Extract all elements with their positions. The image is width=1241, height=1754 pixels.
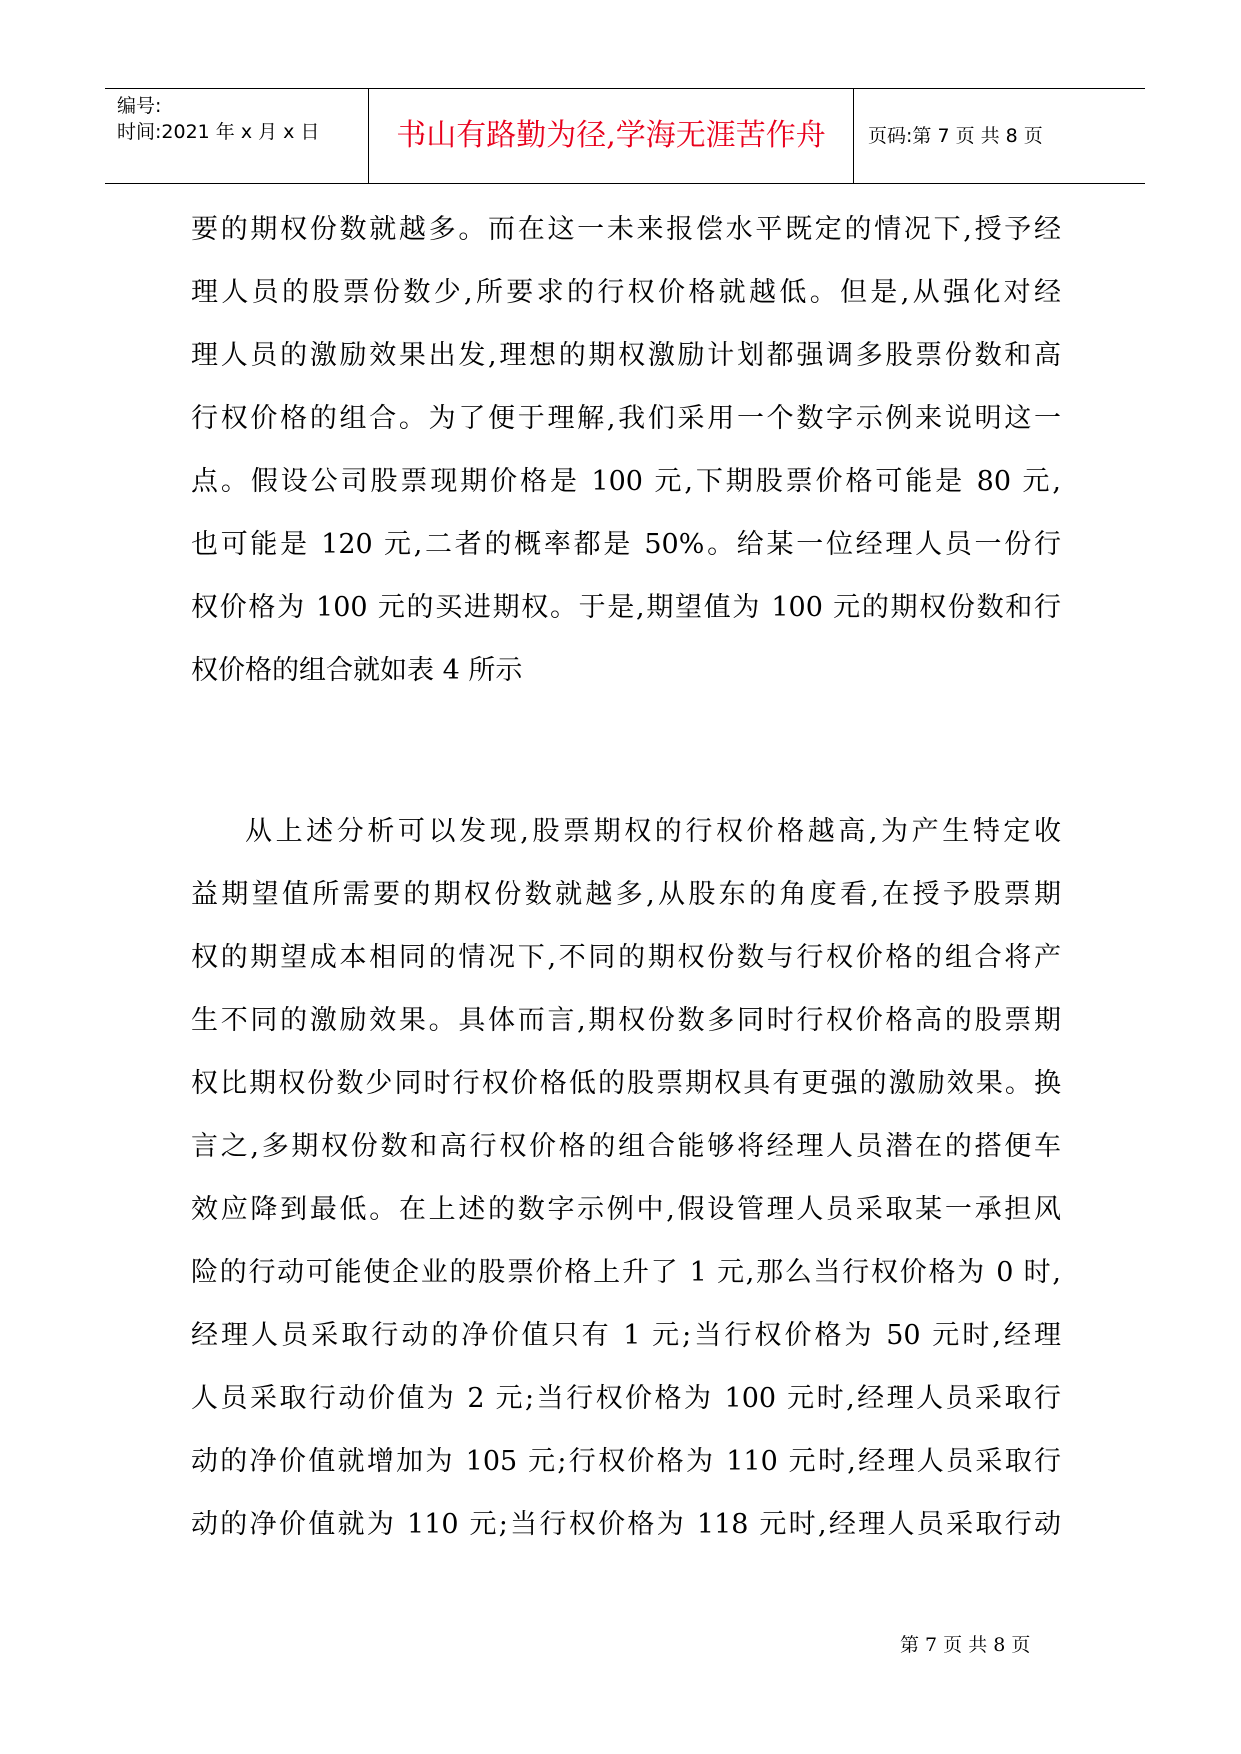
document-time-label: 时间:2021 年 x 月 x 日 (117, 121, 320, 143)
page-header (105, 88, 1145, 184)
page-footer: 第 7 页 共 8 页 (900, 1634, 1031, 1656)
text-line: 益期望值所需要的期权份数就越多,从股东的角度看,在授予股票期 (191, 879, 1061, 910)
text-line: 权价格的组合就如表 4 所示 (191, 655, 523, 686)
text-line: 动的净价值就增加为 105 元;行权价格为 110 元时,经理人员采取行 (191, 1446, 1061, 1477)
header-page-cell (854, 89, 1145, 183)
text-line: 言之,多期权份数和高行权价格的组合能够将经理人员潜在的搭便车 (191, 1131, 1061, 1162)
text-line: 生不同的激励效果。具体而言,期权份数多同时行权价格高的股票期 (191, 1005, 1061, 1036)
text-line: 行权价格的组合。为了便于理解,我们采用一个数字示例来说明这一 (191, 403, 1061, 434)
text-line: 要的期权份数就越多。而在这一未来报偿水平既定的情况下,授予经 (191, 214, 1061, 245)
text-line: 险的行动可能使企业的股票价格上升了 1 元,那么当行权价格为 0 时, (191, 1257, 1061, 1288)
header-motto: 书山有路勤为径,学海无涯苦作舟 (396, 118, 826, 153)
text-line: 效应降到最低。在上述的数字示例中,假设管理人员采取某一承担风 (191, 1194, 1061, 1225)
text-line: 权价格为 100 元的买进期权。于是,期望值为 100 元的期权份数和行 (191, 592, 1061, 623)
header-motto-cell (369, 89, 854, 183)
text-line: 点。假设公司股票现期价格是 100 元,下期股票价格可能是 80 元, (191, 466, 1061, 497)
text-line: 动的净价值就为 110 元;当行权价格为 118 元时,经理人员采取行动 (191, 1509, 1061, 1540)
text-line: 经理人员采取行动的净价值只有 1 元;当行权价格为 50 元时,经理 (191, 1320, 1061, 1351)
document-number-label: 编号: (117, 95, 162, 117)
text-line: 人员采取行动价值为 2 元;当行权价格为 100 元时,经理人员采取行 (191, 1383, 1061, 1414)
text-line: 理人员的股票份数少,所要求的行权价格就越低。但是,从强化对经 (191, 277, 1061, 308)
header-info-cell (105, 89, 369, 183)
text-line: 权的期望成本相同的情况下,不同的期权份数与行权价格的组合将产 (191, 942, 1061, 973)
paragraph-1 (191, 198, 1061, 702)
text-line: 也可能是 120 元,二者的概率都是 50%。给某一位经理人员一份行 (191, 529, 1061, 560)
paragraph-2 (191, 800, 1061, 1556)
text-line: 理人员的激励效果出发,理想的期权激励计划都强调多股票份数和高 (191, 340, 1061, 371)
text-line: 从上述分析可以发现,股票期权的行权价格越高,为产生特定收 (245, 816, 1061, 847)
header-page-code: 页码:第 7 页 共 8 页 (868, 125, 1043, 147)
text-line: 权比期权份数少同时行权价格低的股票期权具有更强的激励效果。换 (191, 1068, 1061, 1099)
